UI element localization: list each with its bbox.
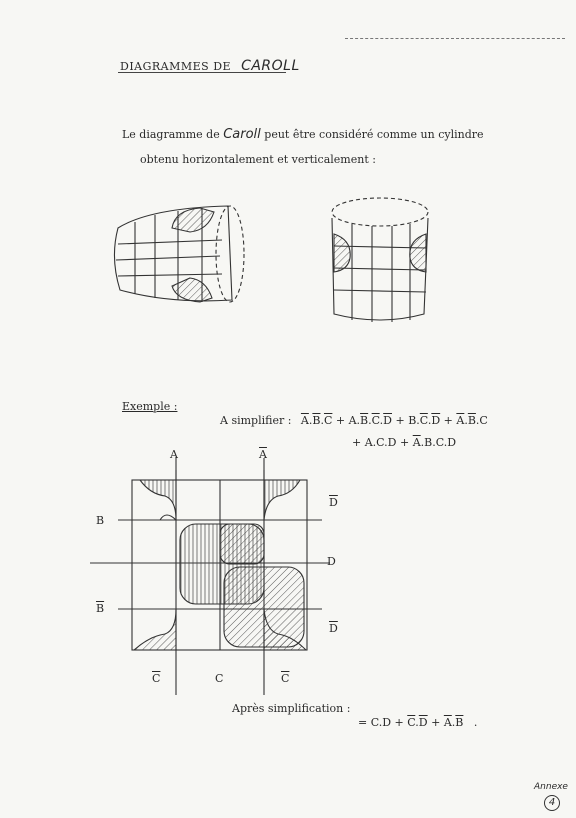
- expr-term: .: [451, 716, 456, 729]
- intro-text-b: peut être considéré comme un cylindre: [264, 128, 484, 141]
- overlined-term: $\overline{D}$: [383, 414, 392, 427]
- expr-term: .: [368, 414, 372, 427]
- horizontal-cylinder: [114, 206, 244, 302]
- expr-term: .: [464, 414, 468, 427]
- annex-label: Annexe: [534, 782, 568, 792]
- simplify-label: A simplifier :: [220, 414, 292, 427]
- expr-term: .: [463, 716, 478, 729]
- result-label: Après simplification :: [232, 702, 351, 715]
- expr-term: .: [415, 716, 419, 729]
- label-c: C: [215, 672, 224, 685]
- expr-term: .: [308, 414, 313, 427]
- overlined-term: $\overline{A}$: [300, 414, 309, 427]
- expr-term: = C.D +: [358, 716, 408, 729]
- label-not-b: $\overline{B}$: [96, 602, 105, 615]
- expression-line-2: [352, 436, 456, 449]
- overlined-term: $\overline{C}$: [371, 414, 380, 427]
- expr-term: .C: [475, 414, 488, 427]
- overlined-term: $\overline{B}$: [360, 414, 369, 427]
- expr-term: .: [379, 414, 384, 427]
- expr-term: + B.: [392, 414, 420, 427]
- overlined-term: $\overline{C}$: [407, 716, 416, 729]
- annex-number: [544, 795, 560, 811]
- intro-name: Caroll: [223, 127, 261, 142]
- label-not-c-left: $\overline{C}$: [152, 672, 161, 685]
- overlined-term: $\overline{D}$: [431, 414, 441, 427]
- overlined-term: $\overline{D}$: [418, 716, 428, 729]
- expr-term: .B.C.D: [420, 436, 457, 449]
- expr-term: +: [427, 716, 444, 729]
- expression-line-1: [301, 414, 488, 427]
- expr-term: .: [427, 414, 432, 427]
- simplify-row-1: [220, 414, 488, 427]
- label-not-a: $\overline{A}$: [259, 448, 267, 461]
- overlined-term: $\overline{B}$: [467, 414, 476, 427]
- overlined-term: $\overline{C}$: [323, 414, 333, 427]
- intro-line-2: obtenu horizontalement et verticalement :: [140, 153, 376, 166]
- overlined-term: $\overline{A}$: [456, 414, 465, 427]
- title-prefix: DIAGRAMMES DE: [120, 60, 232, 73]
- expr-term: .: [320, 414, 324, 427]
- expr-term: +: [440, 414, 457, 427]
- overlined-term: $\overline{B}$: [455, 716, 464, 729]
- caroll-diagram: [90, 458, 330, 695]
- label-not-c-right: $\overline{C}$: [281, 672, 290, 685]
- title-handwritten: CAROLL: [241, 58, 300, 74]
- label-not-d-top: $\overline{D}$: [329, 496, 338, 509]
- overlined-term: $\overline{A}$: [443, 716, 452, 729]
- expr-term: + A.: [332, 414, 361, 427]
- label-not-d-bottom: $\overline{D}$: [329, 622, 338, 635]
- intro-text-a: Le diagramme de: [122, 128, 220, 141]
- expr-term: + A.C.D +: [352, 436, 413, 449]
- example-heading: Exemple :: [122, 400, 178, 413]
- annex-number-text: 4: [548, 797, 556, 808]
- label-b: B: [96, 514, 105, 527]
- overlined-term: $\overline{C}$: [419, 414, 428, 427]
- result-expression: [358, 716, 477, 729]
- overlined-term: $\overline{A}$: [412, 436, 421, 449]
- label-d: D: [327, 555, 336, 568]
- overlined-term: $\overline{B}$: [312, 414, 321, 427]
- vertical-cylinder: [332, 198, 428, 322]
- label-a: A: [170, 448, 178, 461]
